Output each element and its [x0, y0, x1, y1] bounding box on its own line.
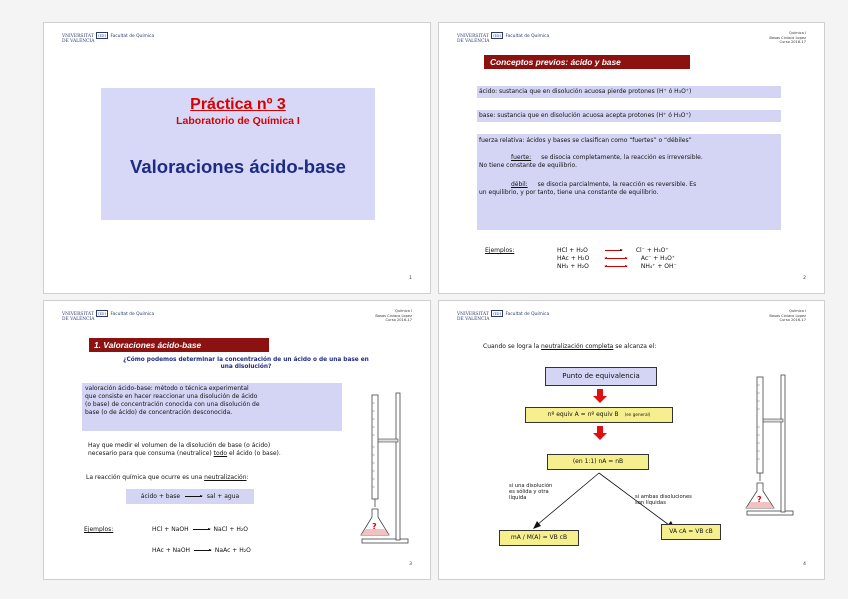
intro-line: [483, 343, 656, 350]
example-right: Ac⁻ + H₃O⁺: [640, 255, 675, 262]
strong-label: fuerte:: [511, 154, 532, 161]
reaction-text: :: [246, 474, 249, 481]
slide-2[interactable]: [438, 22, 825, 294]
arrow-icon: [605, 250, 622, 251]
lab-subtitle: Laboratorio de Química I: [176, 115, 300, 127]
note-line: son líquidas: [635, 500, 666, 506]
logo-box: (ID): [493, 33, 502, 38]
slide-4[interactable]: [438, 300, 825, 580]
logo-line2: DE VALÈNCIA: [62, 39, 95, 44]
course-line: Basas Ciniaco Lopez: [769, 313, 806, 318]
logo-line1: VNIVERSITAT: [62, 34, 94, 39]
strength-block: [477, 134, 781, 230]
stand-base: [362, 539, 408, 543]
stand-rod: [781, 375, 785, 512]
note-line: si una disolución: [509, 483, 553, 489]
measure-text: necesario para que consuma (neutralice): [88, 450, 214, 457]
definition-box: [82, 383, 342, 431]
definition-line: que consiste en hacer reaccionar una disolución de ácido: [85, 393, 258, 400]
intro-text: Cuando se logra la: [483, 343, 542, 350]
measure-line-2: [88, 450, 281, 457]
arrow-icon: [185, 496, 202, 497]
page-number: 3: [409, 562, 412, 567]
stand-rod: [396, 393, 400, 540]
logo-box: (ID): [98, 33, 107, 38]
logo-line2: DE VALÈNCIA: [457, 317, 490, 322]
page-number: 1: [409, 276, 412, 281]
course-line: Química I: [395, 309, 412, 313]
example-row: [557, 255, 675, 262]
example-left: HCl + NaOH: [152, 526, 189, 533]
reaction-emphasis: neutralización: [204, 474, 247, 481]
slide-1[interactable]: [43, 22, 431, 294]
burette-apparatus: [356, 389, 414, 549]
equivalents-text: nº equiv A = nº equiv B: [547, 411, 619, 418]
equivalence-point-box: Punto de equivalencia: [545, 367, 657, 386]
course-info: [769, 31, 806, 45]
equivalents-box: [525, 407, 673, 423]
course-line: Basas Ciniaco Lopez: [375, 313, 412, 318]
weak-label: débil:: [511, 181, 528, 188]
example-right: Cl⁻ + H₃O⁺: [635, 247, 669, 254]
reaction-text: La reacción química que ocurre es una: [86, 474, 205, 481]
course-line: Química I: [789, 31, 806, 35]
logo-line2: DE VALÈNCIA: [62, 317, 95, 322]
example-right: NaAc + H₂O: [214, 547, 251, 554]
equation-left: ácido + base: [140, 493, 181, 500]
unknown-question-mark: ?: [757, 495, 762, 504]
weak-text: se disocia parcialmente, la reacción es reversible. Es: [537, 181, 697, 188]
university-logo: [457, 310, 549, 322]
example-row: [152, 547, 251, 554]
course-info: [769, 309, 806, 323]
down-arrow-icon: [593, 426, 607, 440]
equilibrium-arrow-icon: [605, 266, 627, 267]
logo-box: (ID): [493, 311, 502, 316]
burette-apparatus: [741, 371, 799, 521]
arrow-icon: [194, 550, 211, 551]
intro-text: se alcanza el:: [613, 343, 657, 350]
measure-line-1: Hay que medir el volumen de la disolución de base (o ácido): [88, 442, 271, 449]
examples-label: Ejemplos:: [84, 526, 114, 533]
measure-text: el ácido (o base).: [227, 450, 281, 457]
logo-line2: DE VALÈNCIA: [457, 39, 490, 44]
example-left: NH₃ + H₂O: [557, 263, 589, 270]
example-row: [557, 247, 669, 254]
definition-line: valoración ácido-base: método o técnica experimental: [85, 385, 249, 392]
university-logo: [62, 32, 154, 44]
weak-text-2: un equilibrio, y por tanto, tiene una constante de equilibrio.: [479, 189, 659, 196]
example-left: HAc + NaOH: [152, 547, 191, 554]
example-left: HAc + H₂O: [557, 255, 590, 262]
section-banner: Conceptos previos: ácido y base: [484, 55, 690, 69]
slide-3[interactable]: [43, 300, 431, 580]
strong-line: [511, 154, 703, 161]
left-branch-note: [509, 483, 552, 501]
note-line: líquida: [509, 495, 527, 501]
example-right: NH₄⁺ + OH⁻: [640, 263, 677, 270]
examples-label: Ejemplos:: [485, 247, 515, 254]
page-number: 4: [803, 562, 806, 567]
burette-tube: [757, 377, 763, 473]
faculty-name: Facultat de Química: [110, 312, 155, 317]
logo-line1: VNIVERSITAT: [457, 312, 489, 317]
course-line: Curso 2016-17: [779, 40, 806, 45]
university-logo: [62, 310, 154, 322]
ratio-box: (en 1:1) nA = nB: [547, 454, 649, 470]
logo-box: (ID): [98, 311, 107, 316]
base-definition: base: sustancia que en disolución acuosa acepta protones (H⁺ ó H₃O⁺): [477, 110, 781, 122]
question-line: ¿Cómo podemos determinar la concentración de un ácido o de una base en: [123, 357, 369, 363]
university-logo: [457, 32, 549, 44]
neutralization-equation: [126, 489, 254, 504]
equation-right: sal + agua: [206, 493, 240, 500]
question-line: una disolución?: [220, 364, 272, 371]
definition-line: (o base) de concentración conocida con una disolución de: [85, 401, 260, 408]
liquid-liquid-formula: VA cA = VB cB: [661, 524, 721, 540]
intro-emphasis: neutralización completa: [541, 343, 614, 350]
equilibrium-arrow-icon: [605, 258, 627, 259]
faculty-name: Facultat de Química: [505, 34, 550, 39]
faculty-name: Facultat de Química: [505, 312, 550, 317]
acid-definition: ácido: sustancia que en disolución acuosa pierde protones (H⁺ ó H₃O⁺): [477, 86, 781, 98]
page-number: 2: [803, 276, 806, 281]
title-box: [101, 88, 375, 220]
note-line: si ambas disoluciones: [635, 494, 692, 500]
example-left: HCl + H₂O: [557, 247, 588, 254]
course-line: Curso 2016-17: [779, 318, 806, 323]
strength-text: fuerza relativa: ácidos y bases se clasifican como “fuertes” o “débiles”: [479, 137, 692, 144]
course-line: Química I: [789, 309, 806, 313]
unknown-question-mark: ?: [372, 522, 377, 531]
definition-line: base (o de ácido) de concentración desconocida.: [85, 409, 233, 416]
strong-text-2: No tiene constante de equilibrio.: [479, 162, 577, 169]
example-right: NaCl + H₂O: [213, 526, 248, 533]
arrow-icon: [193, 529, 210, 530]
right-branch-note: [635, 494, 692, 506]
equivalents-note: (en general): [624, 412, 651, 417]
note-line: es sólida y otra: [509, 489, 549, 495]
example-row: [557, 263, 677, 270]
faculty-name: Facultat de Química: [110, 34, 155, 39]
logo-line1: VNIVERSITAT: [457, 34, 489, 39]
question: [96, 357, 396, 372]
course-info: [375, 309, 412, 323]
strong-text: se disocia completamente, la reacción es irreversible.: [541, 154, 703, 161]
solid-liquid-formula: mA / M(A) = VB cB: [499, 530, 579, 546]
section-banner: 1. Valoraciones ácido-base: [89, 338, 269, 352]
example-row: [152, 526, 248, 533]
weak-line: [511, 181, 696, 188]
measure-emphasis: todo: [213, 450, 228, 457]
practice-title: Práctica nº 3: [190, 96, 286, 113]
reaction-line: [86, 474, 249, 481]
down-arrow-icon: [593, 389, 607, 403]
course-line: Curso 2016-17: [385, 318, 412, 323]
course-line: Basas Ciniaco Lopez: [769, 35, 806, 40]
stand-base: [747, 511, 793, 515]
logo-line1: VNIVERSITAT: [62, 312, 94, 317]
main-title: Valoraciones ácido-base: [130, 156, 346, 177]
